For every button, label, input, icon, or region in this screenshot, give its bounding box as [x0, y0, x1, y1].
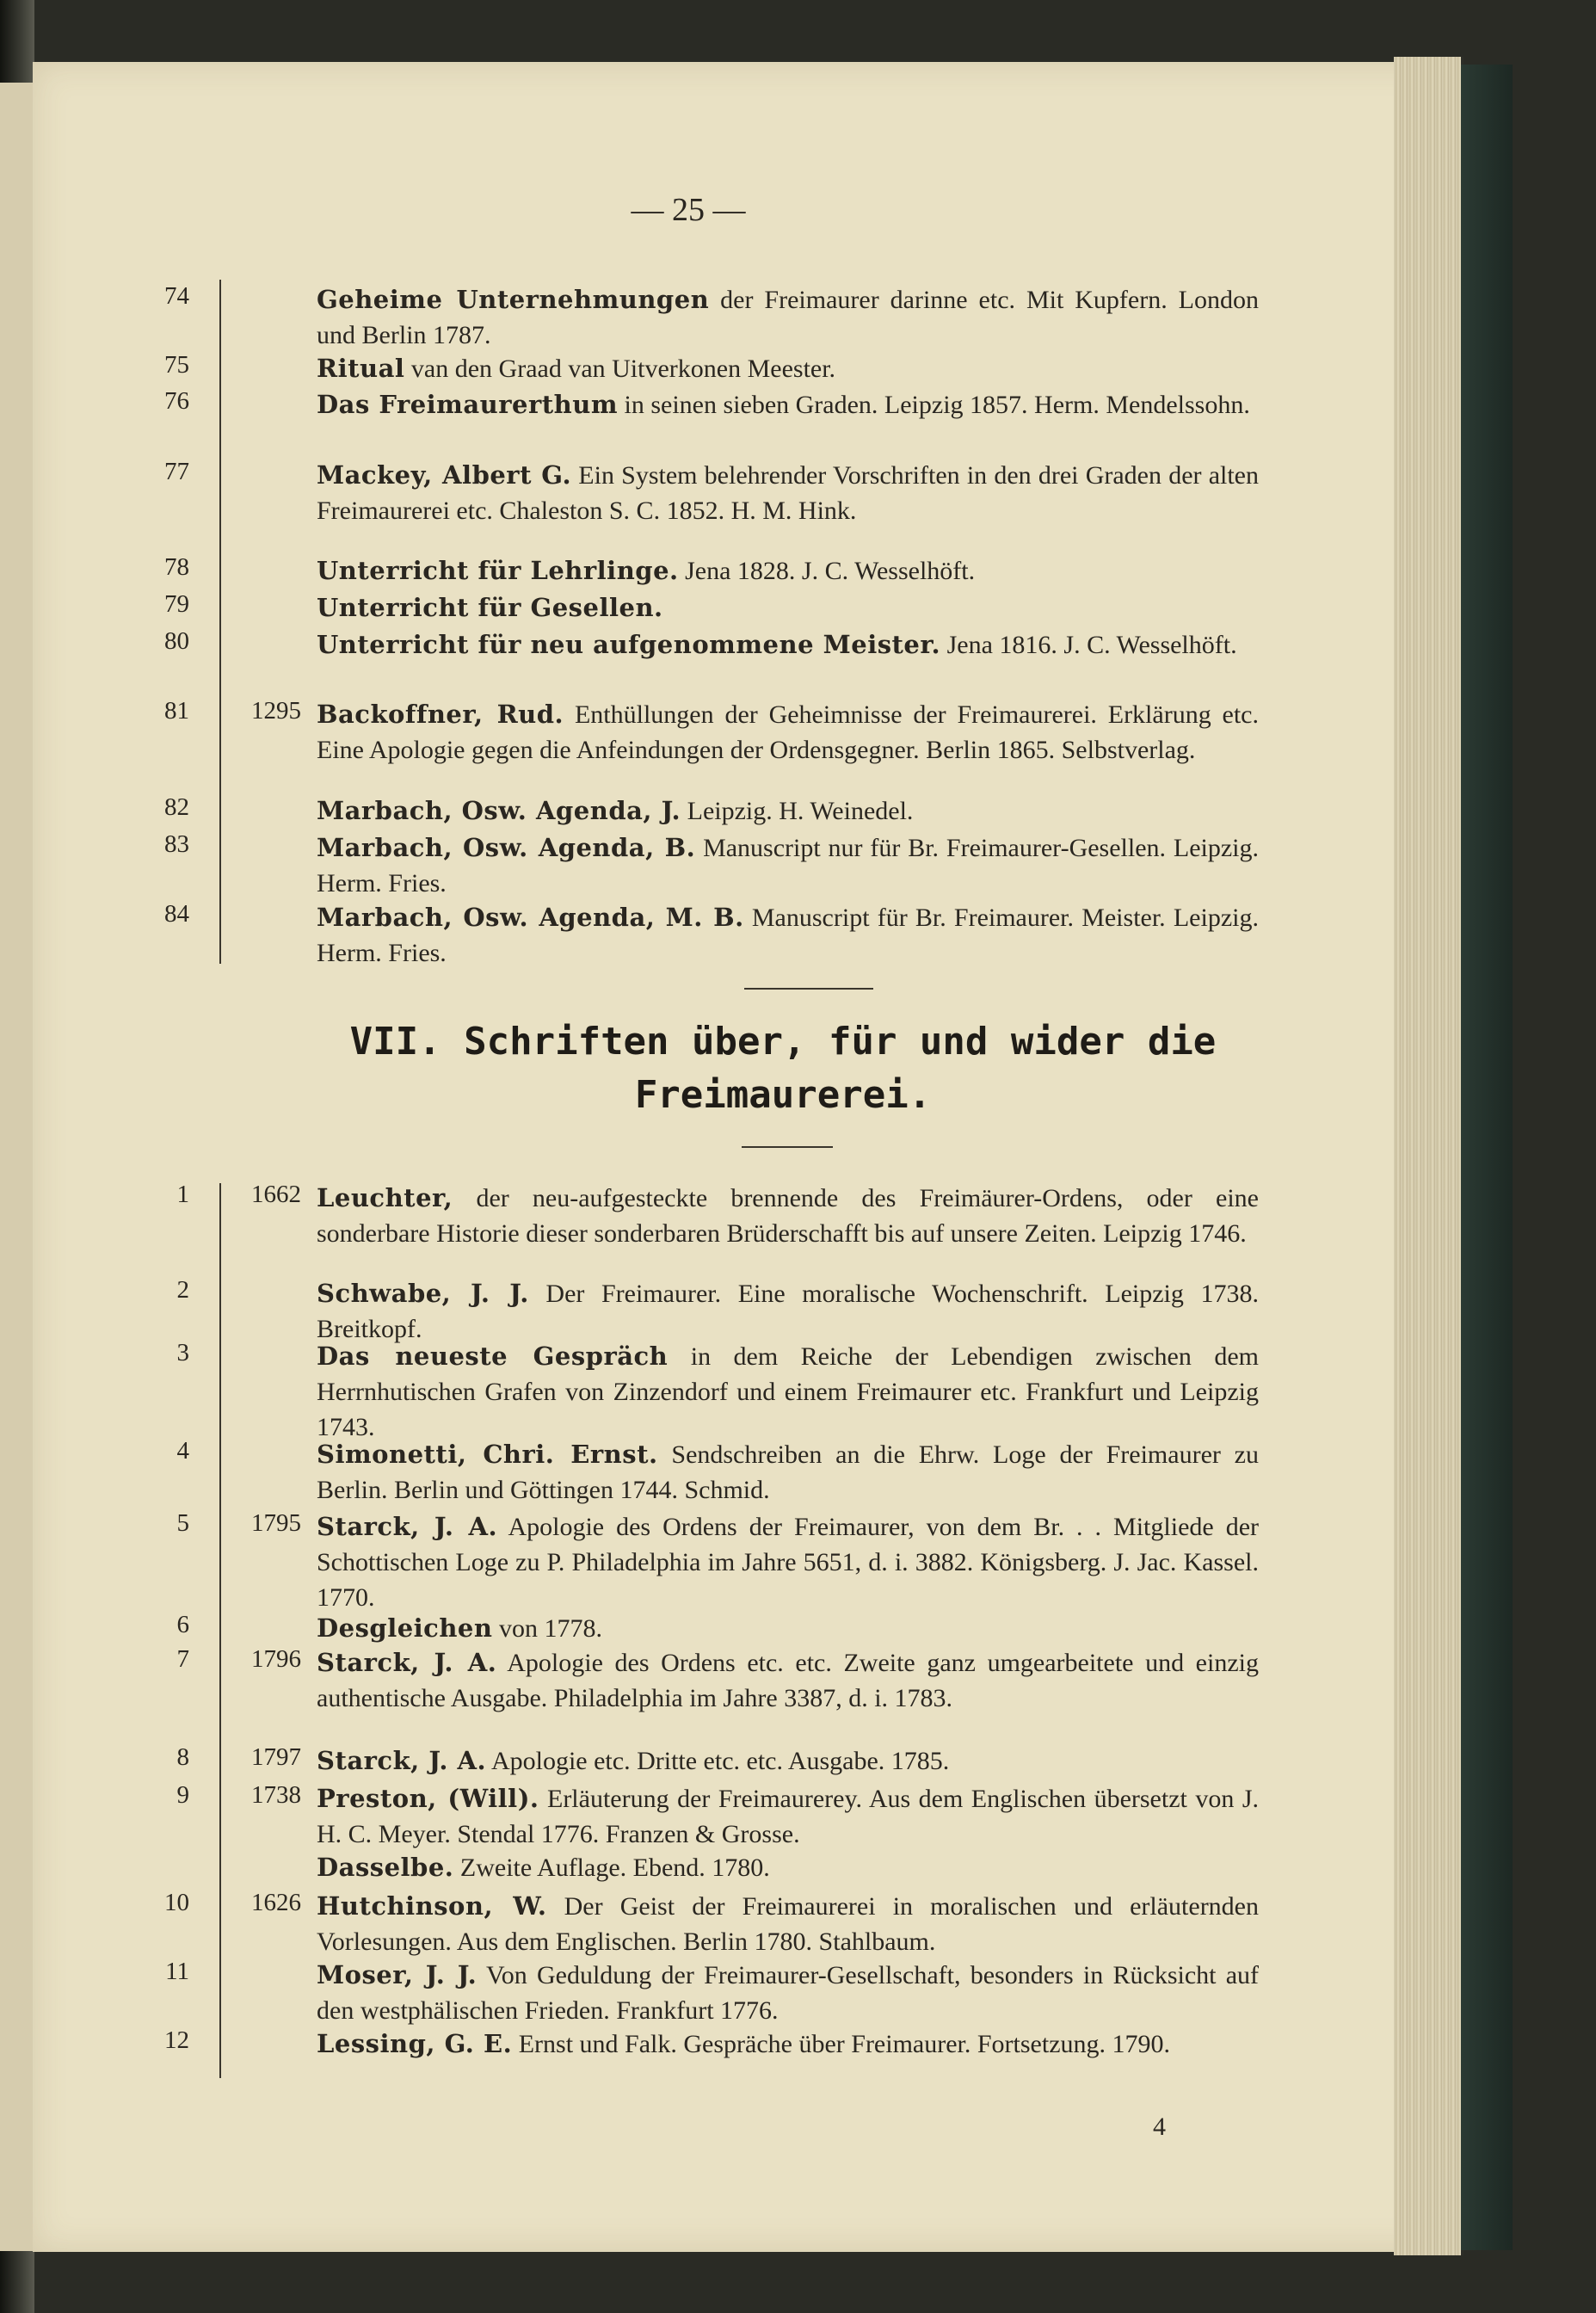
- entry-number: 75: [164, 351, 189, 379]
- entry-number: 80: [164, 627, 189, 655]
- entry-body: von 1778.: [492, 1614, 602, 1643]
- entry-number: 4: [176, 1437, 189, 1465]
- entry-heading: Mackey, Albert G.: [317, 460, 572, 490]
- entry-text: [317, 2026, 1259, 2062]
- entry-heading: Dasselbe.: [317, 1853, 454, 1882]
- entry-heading: Backoffner, Rud.: [317, 700, 564, 729]
- entry-heading: Starck, J. A.: [317, 1512, 498, 1541]
- entry-number: 79: [164, 590, 189, 618]
- entry-reference: 1662: [251, 1181, 301, 1208]
- entry-body: Ein System belehrender Vorschriften in den drei Graden der alten Freimaurerei etc. Chaleston S. C. 1852. H. M. Hink.: [317, 461, 1259, 525]
- entry-text: [317, 1645, 1259, 1716]
- entry-text: [317, 830, 1259, 901]
- entry-body: Apologie des Ordens der Freimaurer, von dem Br. . . Mitgliede der Schottischen Loge zu P. Philadelphia im Jahre 5651, d. i. 3882. Königsberg. J. Jac. Kassel. 1770.: [317, 1513, 1259, 1612]
- entry-body: Leipzig. H. Weinedel.: [681, 797, 914, 825]
- entry-body: Apologie des Ordens etc. etc. Zweite ganz umgearbeitete und einzig authentische Ausgabe. Philadelphia im Jahre 3387, d. i. 1783.: [317, 1649, 1259, 1712]
- entry-heading: Marbach, Osw. Agenda, M. B.: [317, 903, 744, 932]
- entry-body: in seinen sieben Graden. Leipzig 1857. Herm. Mendelssohn.: [618, 391, 1250, 419]
- entry-heading: Desgleichen: [317, 1613, 493, 1643]
- entry-number: 9: [176, 1781, 189, 1809]
- entry-heading: Ritual: [317, 354, 405, 383]
- section-divider-bottom: [742, 1146, 833, 1148]
- entry-heading: Unterricht für neu aufgenommene Meister.: [317, 630, 941, 659]
- entry-body: Enthüllungen der Geheimnisse der Freimaurerei. Erklärung etc. Eine Apologie gegen die Anfeindungen der Ordensgegner. Berlin 1865. Selbstverlag.: [317, 700, 1259, 764]
- entry-number: 11: [165, 1958, 189, 1985]
- entry-text: [317, 458, 1259, 528]
- entry-heading: Leuchter,: [317, 1183, 453, 1212]
- entry-number: 82: [164, 793, 189, 821]
- entry-text: [317, 697, 1259, 768]
- entry-text: [317, 627, 1259, 663]
- entry-heading: Lessing, G. E.: [317, 2029, 513, 2058]
- entry-text: [317, 1437, 1259, 1508]
- entry-body: Manuscript für Br. Freimaurer. Meister. Leipzig. Herm. Fries.: [317, 904, 1259, 967]
- entry-text: [317, 1276, 1259, 1347]
- page-header: — 25 —: [631, 192, 746, 228]
- entry-text: [317, 590, 1259, 626]
- entry-body: Erläuterung der Freimaurerey. Aus dem Englischen übersetzt von J. H. C. Meyer. Stendal 1776. Franzen & Grosse.: [317, 1785, 1259, 1848]
- section-divider-top: [744, 988, 873, 990]
- entry-number: 12: [164, 2026, 189, 2054]
- entry-text: [317, 1339, 1259, 1445]
- entry-body: Manuscript nur für Br. Freimaurer-Gesellen. Leipzig. Herm. Fries.: [317, 834, 1259, 897]
- entry-heading: Moser, J. J.: [317, 1960, 478, 1989]
- entry-text: [317, 793, 1259, 829]
- page-stack-edge: [1394, 57, 1464, 2255]
- entry-number: 76: [164, 387, 189, 415]
- entry-heading: Marbach, Osw. Agenda, J.: [317, 796, 681, 825]
- entry-heading: Marbach, Osw. Agenda, B.: [317, 833, 696, 862]
- entry-reference: 1797: [251, 1743, 301, 1771]
- entry-heading: Unterricht für Gesellen.: [317, 593, 663, 622]
- entry-heading: Preston, (Will).: [317, 1784, 539, 1813]
- entry-text: [317, 1181, 1259, 1251]
- entry-number: 3: [176, 1339, 189, 1366]
- entry-number: 74: [164, 282, 189, 310]
- entry-reference: 1626: [251, 1889, 301, 1916]
- entry-text: [317, 1958, 1259, 2028]
- column-rule-bottom: [219, 1183, 221, 2078]
- entry-reference: 1295: [251, 697, 301, 725]
- entry-heading: Das neueste Gespräch: [317, 1342, 669, 1371]
- entry-number: 77: [164, 458, 189, 485]
- entry-text: [317, 282, 1259, 353]
- entry-body: der Freimaurer darinne etc. Mit Kupfern. London und Berlin 1787.: [317, 286, 1259, 349]
- entry-body: van den Graad van Uitverkonen Meester.: [404, 355, 836, 383]
- section-title-line-2: Freimaurerei.: [634, 1073, 932, 1117]
- entry-heading: Starck, J. A.: [317, 1746, 487, 1775]
- left-page-edge: [0, 83, 33, 2251]
- entry-body: Jena 1816. J. C. Wesselhöft.: [940, 631, 1237, 659]
- entry-body: Zweite Auflage. Ebend. 1780.: [453, 1853, 770, 1882]
- entry-text: [317, 1611, 1259, 1646]
- entry-text: [317, 1509, 1259, 1615]
- entry-number: 1: [176, 1181, 189, 1208]
- entry-text: [317, 1743, 1259, 1779]
- entry-body: der neu-aufgesteckte brennende des Freimäurer-Ordens, oder eine sonderbare Historie dieser sonderbaren Brüderschafft bis auf unsere Zeiten. Leipzig 1746.: [317, 1184, 1259, 1248]
- entry-body: Der Freimaurer. Eine moralische Wochenschrift. Leipzig 1738. Breitkopf.: [317, 1280, 1260, 1343]
- entry-number: 10: [164, 1889, 189, 1916]
- entry-body: Jena 1828. J. C. Wesselhöft.: [678, 557, 976, 585]
- entry-heading: Hutchinson, W.: [317, 1891, 547, 1921]
- entry-heading: Simonetti, Chri. Ernst.: [317, 1440, 658, 1469]
- entry-number: 7: [176, 1645, 189, 1673]
- entry-body: Sendschreiben an die Ehrw. Loge der Freimaurer zu Berlin. Berlin und Göttingen 1744. Schmid.: [317, 1440, 1259, 1504]
- entry-text: [317, 387, 1259, 423]
- entry-number: 6: [176, 1611, 189, 1638]
- entry-number: 81: [164, 697, 189, 725]
- entry-heading: Schwabe, J. J.: [317, 1279, 529, 1308]
- entry-text: [317, 900, 1259, 971]
- entry-reference: 1738: [251, 1781, 301, 1809]
- entry-text: [317, 1889, 1259, 1959]
- entry-number: 8: [176, 1743, 189, 1771]
- entry-text: [317, 1781, 1259, 1852]
- entry-body: in dem Reiche der Lebendigen zwischen dem Herrnhutischen Grafen von Zinzendorf und einem Freimaurer etc. Frankfurt und Leipzig 1743.: [317, 1342, 1259, 1441]
- entry-body: Ernst und Falk. Gespräche über Freimaurer. Fortsetzung. 1790.: [512, 2030, 1171, 2058]
- entry-body: Der Geist der Freimaurerei in moralischen und erläuternden Vorlesungen. Aus dem Englischen. Berlin 1780. Stahlbaum.: [317, 1892, 1259, 1956]
- entry-heading: Starck, J. A.: [317, 1648, 497, 1677]
- entry-number: 5: [176, 1509, 189, 1537]
- column-rule-top: [219, 280, 221, 964]
- entry-reference: 1795: [251, 1509, 301, 1537]
- signature-mark: 4: [1153, 2113, 1166, 2141]
- entry-number: 78: [164, 553, 189, 581]
- book-cover-edge: [1461, 65, 1513, 2250]
- entry-number: 83: [164, 830, 189, 858]
- entry-body: Apologie etc. Dritte etc. etc. Ausgabe. 1785.: [486, 1747, 950, 1775]
- section-title-line-1: VII. Schriften über, für und wider die: [349, 1020, 1217, 1064]
- entry-heading: Das Freimaurerthum: [317, 390, 619, 419]
- entry-body: Von Geduldung der Freimaurer-Gesellschaft, besonders in Rücksicht auf den westphälischen Frieden. Frankfurt 1776.: [317, 1961, 1260, 2025]
- entry-number: 84: [164, 900, 189, 928]
- entry-text: [317, 351, 1259, 386]
- entry-reference: 1796: [251, 1645, 301, 1673]
- section-title: [310, 1015, 1256, 1122]
- entry-number: 2: [176, 1276, 189, 1304]
- entry-text: [317, 553, 1259, 589]
- entry-text: [317, 1850, 1259, 1885]
- entry-heading: Unterricht für Lehrlinge.: [317, 556, 679, 585]
- entry-heading: Geheime Unternehmungen: [317, 285, 710, 314]
